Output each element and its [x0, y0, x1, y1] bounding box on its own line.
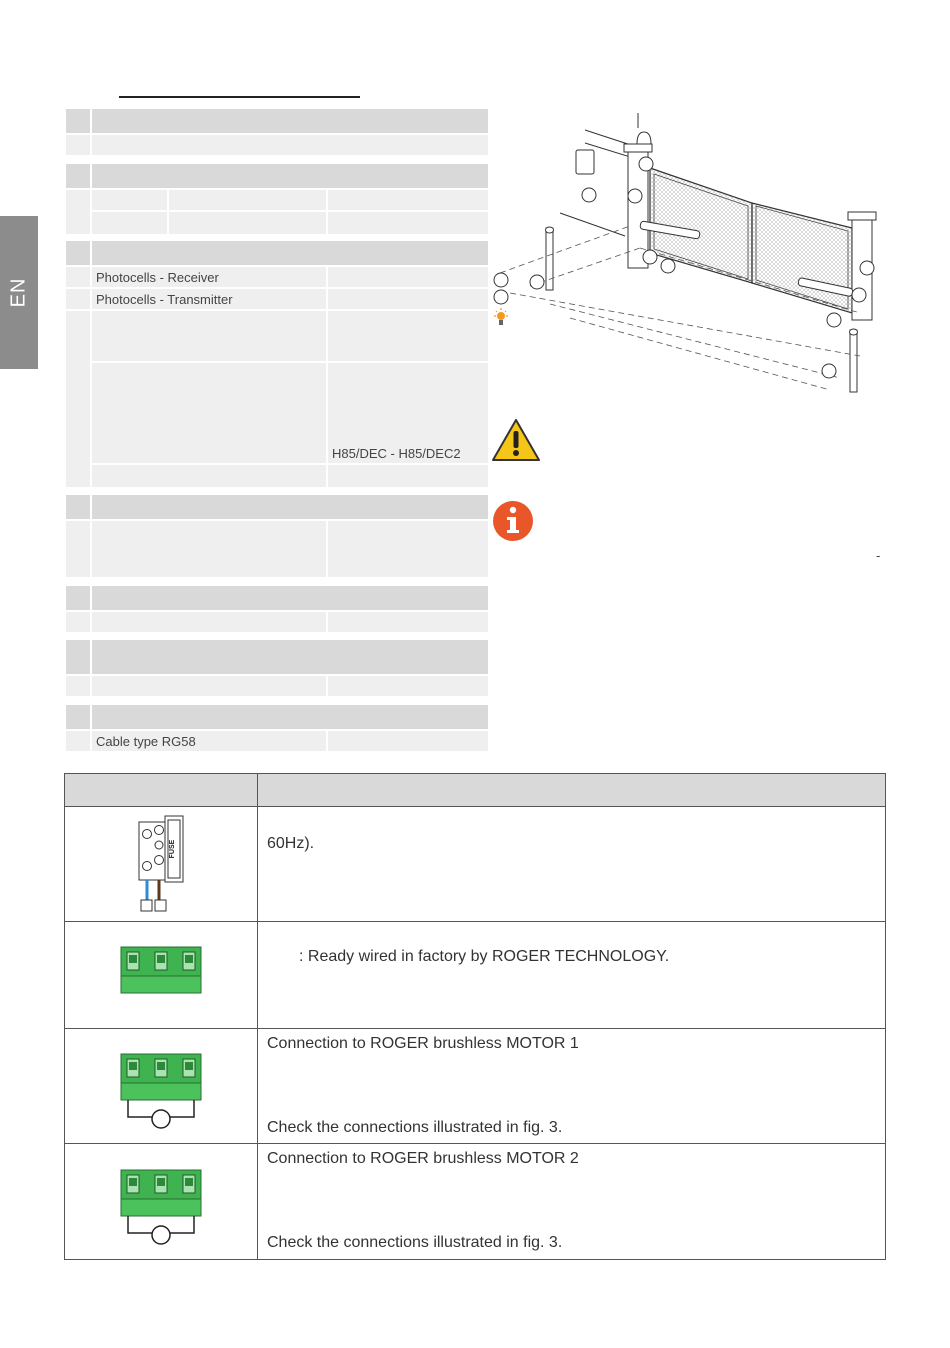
- table-num-cell: [66, 289, 90, 309]
- models-cell: [328, 363, 488, 463]
- language-tab-label: EN: [7, 277, 30, 308]
- table-row: [65, 1144, 885, 1259]
- table-cell: [328, 212, 488, 234]
- table-cell: [328, 676, 488, 696]
- table-num-cell: [66, 612, 90, 632]
- table-num-cell: [66, 521, 90, 577]
- table-num-cell: [66, 109, 90, 133]
- table-cell: [328, 267, 488, 287]
- table-num-cell: [66, 705, 90, 729]
- table-row: [65, 1029, 885, 1144]
- table-num-cell: [66, 135, 90, 155]
- warning-triangle-icon: [491, 418, 541, 462]
- table-num-cell: [66, 731, 90, 751]
- table-row: [65, 807, 885, 922]
- table-row: [65, 922, 885, 1029]
- table-section-header: [92, 495, 488, 519]
- motor2-row-text: Connection to ROGER brushless MOTOR 2: [267, 1150, 579, 1167]
- three-pin-terminal-motor-icon: [120, 1053, 202, 1131]
- gate-installation-diagram: [490, 108, 890, 408]
- wired-row-text: : Ready wired in factory by ROGER TECHNOLOGY.: [299, 948, 670, 965]
- lamp-icon: [494, 308, 508, 325]
- motor1-row-note: Check the connections illustrated in fig. 3.: [267, 1119, 563, 1136]
- table-num-cell: [66, 676, 90, 696]
- info-text-tail: -: [876, 548, 881, 563]
- models-label: H85/DEC - H85/DEC2: [332, 446, 461, 461]
- fuse-row-text: 60Hz).: [267, 835, 315, 852]
- table-section-header: [92, 241, 488, 265]
- fuse-terminal-icon: [137, 812, 187, 912]
- table-cell: [328, 731, 488, 751]
- photocells-transmitter-label: Photocells - Transmitter: [96, 292, 233, 307]
- motor1-row-text: Connection to ROGER brushless MOTOR 1: [267, 1035, 579, 1052]
- table-cell: [92, 190, 167, 210]
- title-underline: [119, 96, 360, 98]
- connections-table-header: [65, 774, 885, 807]
- three-pin-terminal-motor-icon: [120, 1169, 202, 1247]
- table-section-header: [92, 640, 488, 674]
- table-num-cell: [66, 640, 90, 674]
- table-cell: [328, 612, 488, 632]
- table-cell: [92, 465, 326, 487]
- table-cell: [169, 190, 326, 210]
- table-cell: [92, 135, 488, 155]
- table-cell: [92, 311, 326, 361]
- table-num-cell: [66, 164, 90, 188]
- table-section-header: [92, 164, 488, 188]
- table-section-header: [92, 109, 488, 133]
- photocells-receiver-cell: [92, 267, 326, 287]
- table-cell: [92, 676, 326, 696]
- info-circle-icon: [492, 500, 534, 542]
- table-num-cell: [66, 311, 90, 487]
- motor2-row-note: Check the connections illustrated in fig. 3.: [267, 1234, 563, 1251]
- table-cell: [92, 612, 326, 632]
- table-cell: [92, 521, 326, 577]
- table-num-cell: [66, 495, 90, 519]
- table-num-cell: [66, 586, 90, 610]
- cable-type-label: Cable type RG58: [96, 734, 196, 749]
- photocells-receiver-label: Photocells - Receiver: [96, 270, 219, 285]
- table-cell: [92, 363, 326, 463]
- table-section-header: [92, 586, 488, 610]
- language-tab[interactable]: [0, 216, 38, 369]
- fuse-label: FUSE: [169, 839, 176, 859]
- cable-type-cell: [92, 731, 326, 751]
- table-num-cell: [66, 241, 90, 265]
- photocells-transmitter-cell: [92, 289, 326, 309]
- table-section-header: [92, 705, 488, 729]
- table-cell: [328, 289, 488, 309]
- connections-table: [64, 773, 886, 1260]
- table-cell: [169, 212, 326, 234]
- table-num-cell: [66, 267, 90, 287]
- table-cell: [328, 190, 488, 210]
- control-box: [576, 150, 594, 174]
- table-cell: [328, 465, 488, 487]
- table-num-cell: [66, 190, 90, 234]
- table-cell: [328, 311, 488, 361]
- table-cell: [92, 212, 167, 234]
- three-pin-terminal-icon: [120, 946, 202, 994]
- table-cell: [328, 521, 488, 577]
